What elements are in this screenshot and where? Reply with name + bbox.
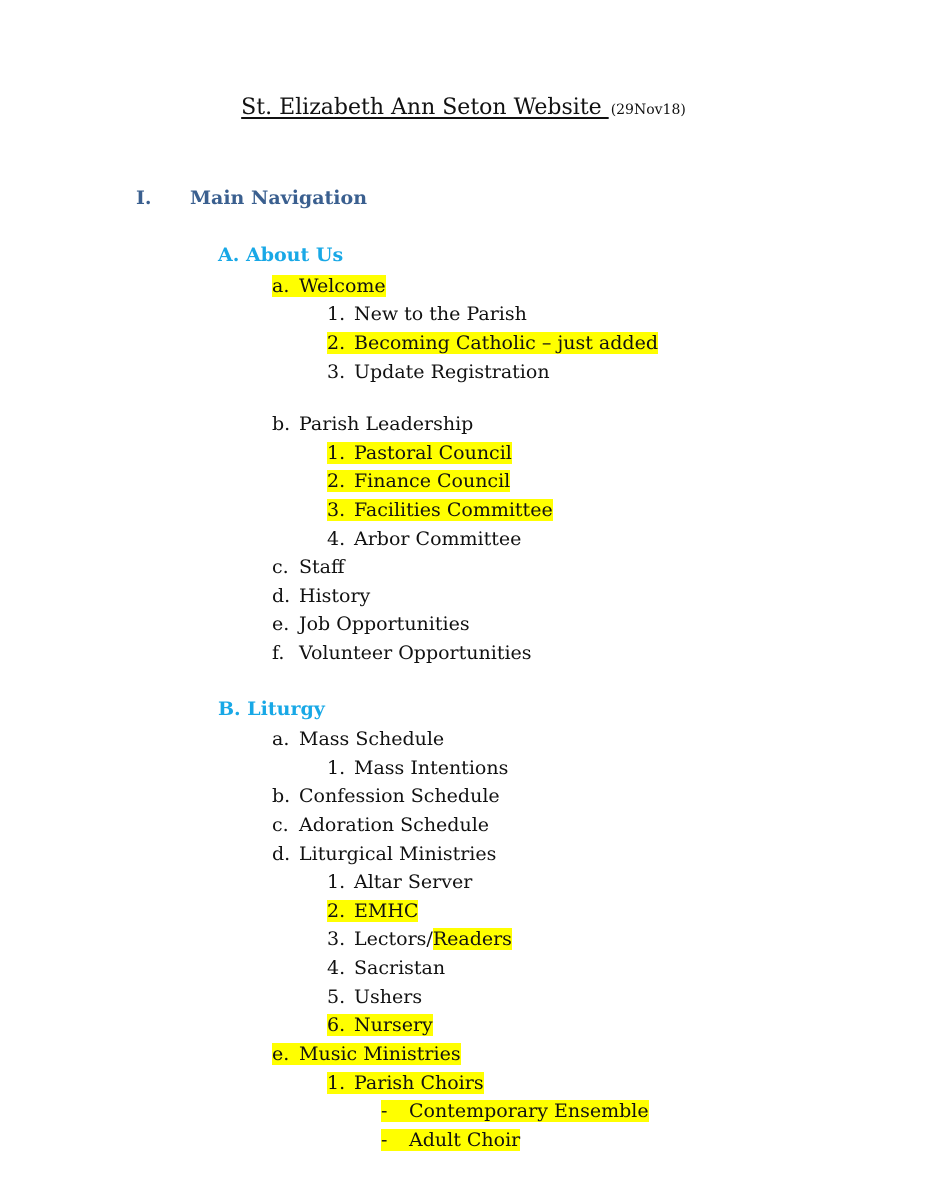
list-marker: 6. [327,1014,346,1036]
list-item-label: Arbor Committee [354,528,522,550]
list-marker: f. [272,642,285,664]
list-item-label: EMHC [354,900,419,922]
list-item-altar-server [327,870,472,894]
list-item-label: Confession Schedule [299,785,500,807]
list-item-label: Mass Intentions [354,757,509,779]
list-item-label: Staff [299,556,345,578]
list-item-adult-choir [381,1128,520,1152]
about-heading: A. About Us [218,244,344,266]
list-item-job-opportunities [272,612,470,636]
list-item-label: Job Opportunities [299,613,470,635]
list-marker: 1. [327,442,346,464]
list-item-label: Lectors/ [354,928,433,950]
list-item-label: Parish Leadership [299,413,474,435]
list-item-becoming-catholic [327,331,658,355]
list-marker: d. [272,843,291,865]
list-marker: 1. [327,757,346,779]
list-item-nursery [327,1013,433,1037]
list-item-confession-schedule [272,784,500,808]
list-item-label: Music Ministries [299,1043,461,1065]
list-item-staff [272,555,344,579]
list-marker: 4. [327,957,346,979]
list-item-label: New to the Parish [354,303,527,325]
list-marker: 1. [327,871,346,893]
list-item-pastoral-council [327,441,512,465]
section-title: Main Navigation [190,187,368,209]
list-item-sacristan [327,956,445,980]
list-item-label: Finance Council [354,470,511,492]
list-item-adoration-schedule [272,813,489,837]
list-item-label: Ushers [354,986,423,1008]
list-item-label: Pastoral Council [354,442,512,464]
list-item-label-highlighted: Readers [432,928,512,950]
list-item-emhc [327,899,418,923]
list-item-parish-leadership [272,412,473,436]
list-item-label: Facilities Committee [354,499,553,521]
list-marker: 3. [327,928,346,950]
list-marker: c. [272,556,289,578]
list-marker: d. [272,585,291,607]
list-item-liturgical-ministries [272,842,496,866]
list-item-mass-intentions [327,756,508,780]
list-item-label: History [299,585,371,607]
list-marker: 5. [327,986,346,1008]
list-marker: - [381,1129,388,1151]
list-item-contemporary-ensemble [381,1099,649,1123]
list-marker: 2. [327,332,346,354]
title-line [0,95,927,120]
list-item-finance-council [327,469,510,493]
list-item-update-registration [327,360,550,384]
list-item-ushers [327,985,422,1009]
list-marker: b. [272,413,291,435]
list-marker: 1. [327,1072,346,1094]
list-marker: 2. [327,470,346,492]
list-marker: a. [272,275,290,297]
list-item-label: Becoming Catholic – just added [354,332,658,354]
list-item-lectors-readers [327,927,512,951]
list-item-music-ministries [272,1042,461,1066]
section-number: I. [136,187,152,209]
list-marker: b. [272,785,291,807]
list-marker: e. [272,613,290,635]
liturgy-heading: B. Liturgy [218,698,325,720]
list-item-welcome [272,274,386,298]
list-item-label: Update Registration [354,361,550,383]
document-date: (29Nov18) [610,102,686,118]
list-marker: - [381,1100,388,1122]
list-item-new-to-parish [327,302,527,326]
list-item-label: Volunteer Opportunities [299,642,532,664]
list-item-label: Adult Choir [409,1129,521,1151]
list-item-history [272,584,370,608]
list-marker: 1. [327,303,346,325]
list-item-mass-schedule [272,727,444,751]
list-item-parish-choirs [327,1071,484,1095]
list-marker: e. [272,1043,290,1065]
list-item-label: Liturgical Ministries [299,843,497,865]
list-marker: a. [272,728,290,750]
list-item-label: Mass Schedule [299,728,445,750]
list-marker: 3. [327,499,346,521]
list-marker: 4. [327,528,346,550]
list-marker: 3. [327,361,346,383]
list-marker: 2. [327,900,346,922]
list-item-label: Sacristan [354,957,446,979]
document-title: St. Elizabeth Ann Seton Website [241,95,609,120]
list-item-volunteer-opportunities [272,641,532,665]
list-marker: c. [272,814,289,836]
list-item-arbor-committee [327,527,521,551]
list-item-label: Altar Server [354,871,473,893]
list-item-label: Nursery [354,1014,433,1036]
list-item-facilities-committee [327,498,553,522]
list-item-label: Contemporary Ensemble [409,1100,649,1122]
list-item-label: Adoration Schedule [299,814,490,836]
list-item-label: Welcome [299,275,386,297]
list-item-label: Parish Choirs [354,1072,484,1094]
